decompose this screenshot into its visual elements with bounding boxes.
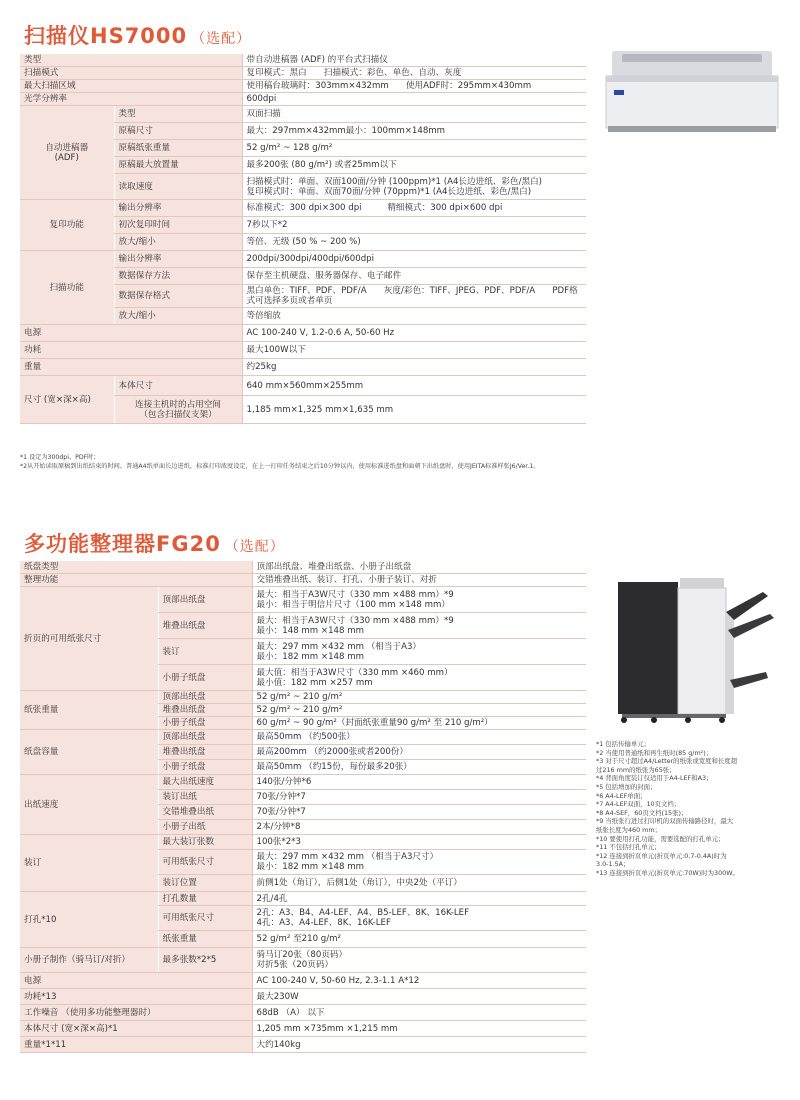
table-row <box>20 359 586 376</box>
row-value: 标准模式：300 dpi×300 dpi 精细模式：300 dpi×600 dpi <box>242 200 586 217</box>
scanner-image <box>602 46 782 136</box>
row-label: 重量 <box>20 359 242 376</box>
row-sublabel: 堆叠出纸盘 <box>158 704 252 717</box>
table-row <box>20 1021 586 1037</box>
row-sublabel: 顶部出纸盘 <box>158 730 252 745</box>
row-sublabel: 堆叠出纸盘 <box>158 613 252 639</box>
row-sublabel: 顶部出纸盘 <box>158 587 252 613</box>
row-sublabel: 类型 <box>114 106 242 123</box>
group-label: 纸张重量 <box>20 691 158 730</box>
note-line: *1 设定为300dpi、PDF时； <box>20 454 100 461</box>
group-label: 扫描功能 <box>20 251 114 325</box>
row-value: 100张*2*3 <box>252 835 586 850</box>
finisher-title <box>24 528 285 558</box>
table-row <box>20 587 586 613</box>
row-sublabel: 可用纸张尺寸 <box>158 850 252 875</box>
row-value: 等倍、无级 (50 % ~ 200 %) <box>242 234 586 251</box>
finisher-image <box>598 572 782 728</box>
table-row <box>20 106 586 123</box>
row-label: 类型 <box>20 54 242 67</box>
row-sublabel: 打孔数量 <box>158 892 252 906</box>
table-row <box>20 376 586 396</box>
row-value: 最大值：相当于A3W尺寸（330 mm ×460 mm） 最小值：182 mm ×257 mm <box>252 665 586 691</box>
row-sublabel: 本体尺寸 <box>114 376 242 396</box>
row-label: 电源 <box>20 325 242 342</box>
row-sublabel: 堆叠出纸盘 <box>158 745 252 760</box>
row-sublabel: 交错堆叠出纸 <box>158 805 252 820</box>
row-value: 最高50mm （约15份，每份最多20张） <box>252 760 586 775</box>
row-value: 1,205 mm ×735mm ×1,215 mm <box>252 1021 586 1037</box>
group-label: 打孔*10 <box>20 892 158 948</box>
table-row <box>20 251 586 268</box>
row-value: 7秒以下*2 <box>242 217 586 234</box>
row-label: 本体尺寸 (宽×深×高)*1 <box>20 1021 252 1037</box>
row-value: 140张/分钟*6 <box>252 775 586 790</box>
note-line: *2从开始读取原稿到出纸结束的时间。普通A4纸单面长边进纸，标准打印浓度设定，在上一打印任务结束之后10分钟以内，使用标准进纸盘和面朝下出纸盘时，使用JEITA标准样张J6/Ver.1。 <box>20 463 540 470</box>
row-sublabel: 输出分辨率 <box>114 251 242 268</box>
row-label: 扫描模式 <box>20 67 242 80</box>
row-sublabel: 可用纸张尺寸 <box>158 906 252 931</box>
group-label: 装订 <box>20 835 158 892</box>
table-row <box>20 948 586 973</box>
row-value: 前侧1处（角订），后侧1处（角订），中央2处（平订） <box>252 875 586 892</box>
table-row <box>20 93 586 106</box>
row-sublabel: 原稿纸张重量 <box>114 140 242 157</box>
row-sublabel: 最多张数*2*5 <box>158 948 252 973</box>
row-sublabel: 装订出纸 <box>158 790 252 805</box>
row-value: 最多200张 (80 g/m²) 或者25mm以下 <box>242 157 586 174</box>
row-sublabel: 纸张重量 <box>158 931 252 948</box>
row-value: AC 100-240 V, 1.2-0.6 A, 50-60 Hz <box>242 325 586 342</box>
row-value: 大约140kg <box>252 1037 586 1053</box>
row-value: 交错堆叠出纸、装订、打孔、小册子装订、对折 <box>252 574 586 587</box>
row-value: 保存至主机硬盘、服务器保存、电子邮件 <box>242 268 586 285</box>
row-value: 扫描模式时：单面、双面100面/分钟 (100ppm)*1 (A4长边进纸、彩色/黑白) 复印模式时：单面、双面70面/分钟 (70ppm)*1 (A4长边进纸、彩色/黑白) <box>242 174 586 200</box>
finisher-title-text: 多功能整理器FG20 <box>24 532 221 556</box>
row-label: 电源 <box>20 973 252 989</box>
table-row <box>20 835 586 850</box>
table-row <box>20 54 586 67</box>
table-row <box>20 691 586 704</box>
row-value: 52 g/m² ~ 128 g/m² <box>242 140 586 157</box>
row-label: 重量*1*11 <box>20 1037 252 1053</box>
row-value: 最大：297 mm ×432 mm （相当于A3） 最小：182 mm ×148 mm <box>252 639 586 665</box>
table-row <box>20 775 586 790</box>
group-label: 纸盘容量 <box>20 730 158 775</box>
row-sublabel: 小册子纸盘 <box>158 717 252 730</box>
scanner-option: （选配） <box>191 31 252 47</box>
row-sublabel: 原稿最大放置量 <box>114 157 242 174</box>
row-value: 最大100W以下 <box>242 342 586 359</box>
row-value: 最大：297mm×432mm最小：100mm×148mm <box>242 123 586 140</box>
row-value: 52 g/m² 至210 g/m² <box>252 931 586 948</box>
row-value: 1,185 mm×1,325 mm×1,635 mm <box>242 396 586 424</box>
group-label: 自动进稿器 (ADF) <box>20 106 114 200</box>
table-row <box>20 892 586 906</box>
row-label: 功耗 <box>20 342 242 359</box>
table-row <box>20 973 586 989</box>
group-label: 尺寸 (宽×深×高) <box>20 376 114 424</box>
row-sublabel: 读取速度 <box>114 174 242 200</box>
row-value: 等倍缩放 <box>242 308 586 325</box>
row-value: 顶部出纸盘、堆叠出纸盘、小册子出纸盘 <box>252 561 586 574</box>
row-sublabel: 数据保存方法 <box>114 268 242 285</box>
row-value: 最大：相当于A3W尺寸（330 mm ×488 mm）*9 最小：相当于明信片尺寸（100 mm ×148 mm） <box>252 587 586 613</box>
row-value: 640 mm×560mm×255mm <box>242 376 586 396</box>
finisher-notes: *1 包括传输单元； *2 当使用普通纸和再生纸时(85 g/m²)； *3 对于尺寸超过A4/Letter的纸张或宽度和长度超 过216 mm的纸张为65张； *4 背面角度装订仅适用于A4-LEF和A3； *5 包括增加的封面； *6 A4-LEF单面； *7 A4-LEF双面，10页文档； *8 A4-SEF，60页文档(15张)； *9 当纸张行进过打印机的双面传输路径时，最大 纸张长度为460 mm； *10 要使用打孔功能，需要选配的打孔单元； *11 不包括打孔单元； *12 连接到折页单元(折页单元:0.7-0.4A)时为 3.0-1.5A； *13 连接到折页单元(折页单元:70W)时为300W。 <box>596 740 739 877</box>
row-value: 带自动进稿器 (ADF) 的平台式扫描仪 <box>242 54 586 67</box>
row-value: 最大：297 mm ×432 mm （相当于A3尺寸） 最小：182 mm ×148 mm <box>252 850 586 875</box>
row-sublabel: 输出分辨率 <box>114 200 242 217</box>
table-row <box>20 730 586 745</box>
table-row <box>20 80 586 93</box>
scanner-title <box>24 20 251 50</box>
row-value: 70张/分钟*7 <box>252 790 586 805</box>
table-row <box>20 574 586 587</box>
row-sublabel: 放大/缩小 <box>114 234 242 251</box>
finisher-option: （选配） <box>224 539 285 555</box>
row-sublabel: 装订 <box>158 639 252 665</box>
row-value: 2孔：A3、B4、A4-LEF、A4、B5-LEF、8K、16K-LEF 4孔：A3、A4-LEF、8K、16K-LEF <box>252 906 586 931</box>
row-label: 光学分辨率 <box>20 93 242 106</box>
row-value: 最大230W <box>252 989 586 1005</box>
row-label: 整理功能 <box>20 574 252 587</box>
table-row <box>20 561 586 574</box>
row-value: 52 g/m² ~ 210 g/m² <box>252 691 586 704</box>
row-label: 最大扫描区域 <box>20 80 242 93</box>
group-label: 复印功能 <box>20 200 114 251</box>
finisher-table <box>20 561 586 1053</box>
row-value: AC 100-240 V, 50-60 Hz, 2.3-1.1 A*12 <box>252 973 586 989</box>
row-value: 60 g/m² ~ 90 g/m²（封面纸张重量90 g/m² 至 210 g/m²） <box>252 717 586 730</box>
table-row <box>20 989 586 1005</box>
scanner-notes <box>20 453 790 471</box>
row-value: 68dB （A） 以下 <box>252 1005 586 1021</box>
row-sublabel: 顶部出纸盘 <box>158 691 252 704</box>
group-label: 折页的可用纸张尺寸 <box>20 587 158 691</box>
row-sublabel: 小册子纸盘 <box>158 760 252 775</box>
group-label: 出纸速度 <box>20 775 158 835</box>
row-value: 骑马订20张（80页码） 对折5张（20页码） <box>252 948 586 973</box>
row-label: 工作噪音 （使用多功能整理器时） <box>20 1005 252 1021</box>
row-sublabel: 小册子出纸 <box>158 820 252 835</box>
scanner-table <box>20 54 586 424</box>
table-row <box>20 325 586 342</box>
row-value: 使用稿台玻璃时：303mm×432mm 使用ADF时：295mm×430mm <box>242 80 586 93</box>
table-row <box>20 67 586 80</box>
row-value: 2本/分钟*8 <box>252 820 586 835</box>
row-sublabel: 原稿尺寸 <box>114 123 242 140</box>
row-value: 52 g/m² ~ 210 g/m² <box>252 704 586 717</box>
group-label: 小册子制作（骑马订/对折） <box>20 948 158 973</box>
row-value: 最大：相当于A3W尺寸（330 mm ×488 mm）*9 最小：148 mm ×148 mm <box>252 613 586 639</box>
row-sublabel: 装订位置 <box>158 875 252 892</box>
table-row <box>20 200 586 217</box>
row-value: 最高50mm （约500张） <box>252 730 586 745</box>
row-value: 70张/分钟*7 <box>252 805 586 820</box>
row-sublabel: 初次复印时间 <box>114 217 242 234</box>
table-row <box>20 342 586 359</box>
row-sublabel: 小册子纸盘 <box>158 665 252 691</box>
row-value: 2孔/4孔 <box>252 892 586 906</box>
row-label: 功耗*13 <box>20 989 252 1005</box>
row-sublabel: 放大/缩小 <box>114 308 242 325</box>
row-sublabel: 最大装订张数 <box>158 835 252 850</box>
row-value: 最高200mm （约2000张或者200份） <box>252 745 586 760</box>
row-sublabel: 最大出纸速度 <box>158 775 252 790</box>
row-label: 纸盘类型 <box>20 561 252 574</box>
row-value: 黑白单色：TIFF、PDF、PDF/A 灰度/彩色：TIFF、JPEG、PDF、PDF/A PDF格式可选择多页或者单页 <box>242 285 586 308</box>
row-value: 约25kg <box>242 359 586 376</box>
row-value: 200dpi/300dpi/400dpi/600dpi <box>242 251 586 268</box>
table-row <box>20 1037 586 1053</box>
row-value: 600dpi <box>242 93 586 106</box>
row-sublabel: 数据保存格式 <box>114 285 242 308</box>
row-value: 双面扫描 <box>242 106 586 123</box>
scanner-title-text: 扫描仪HS7000 <box>24 24 188 48</box>
table-row <box>20 1005 586 1021</box>
row-value: 复印模式：黑白 扫描模式：彩色、单色、自动、灰度 <box>242 67 586 80</box>
row-sublabel: 连接主机时的占用空间 （包含扫描仪支架） <box>114 396 242 424</box>
